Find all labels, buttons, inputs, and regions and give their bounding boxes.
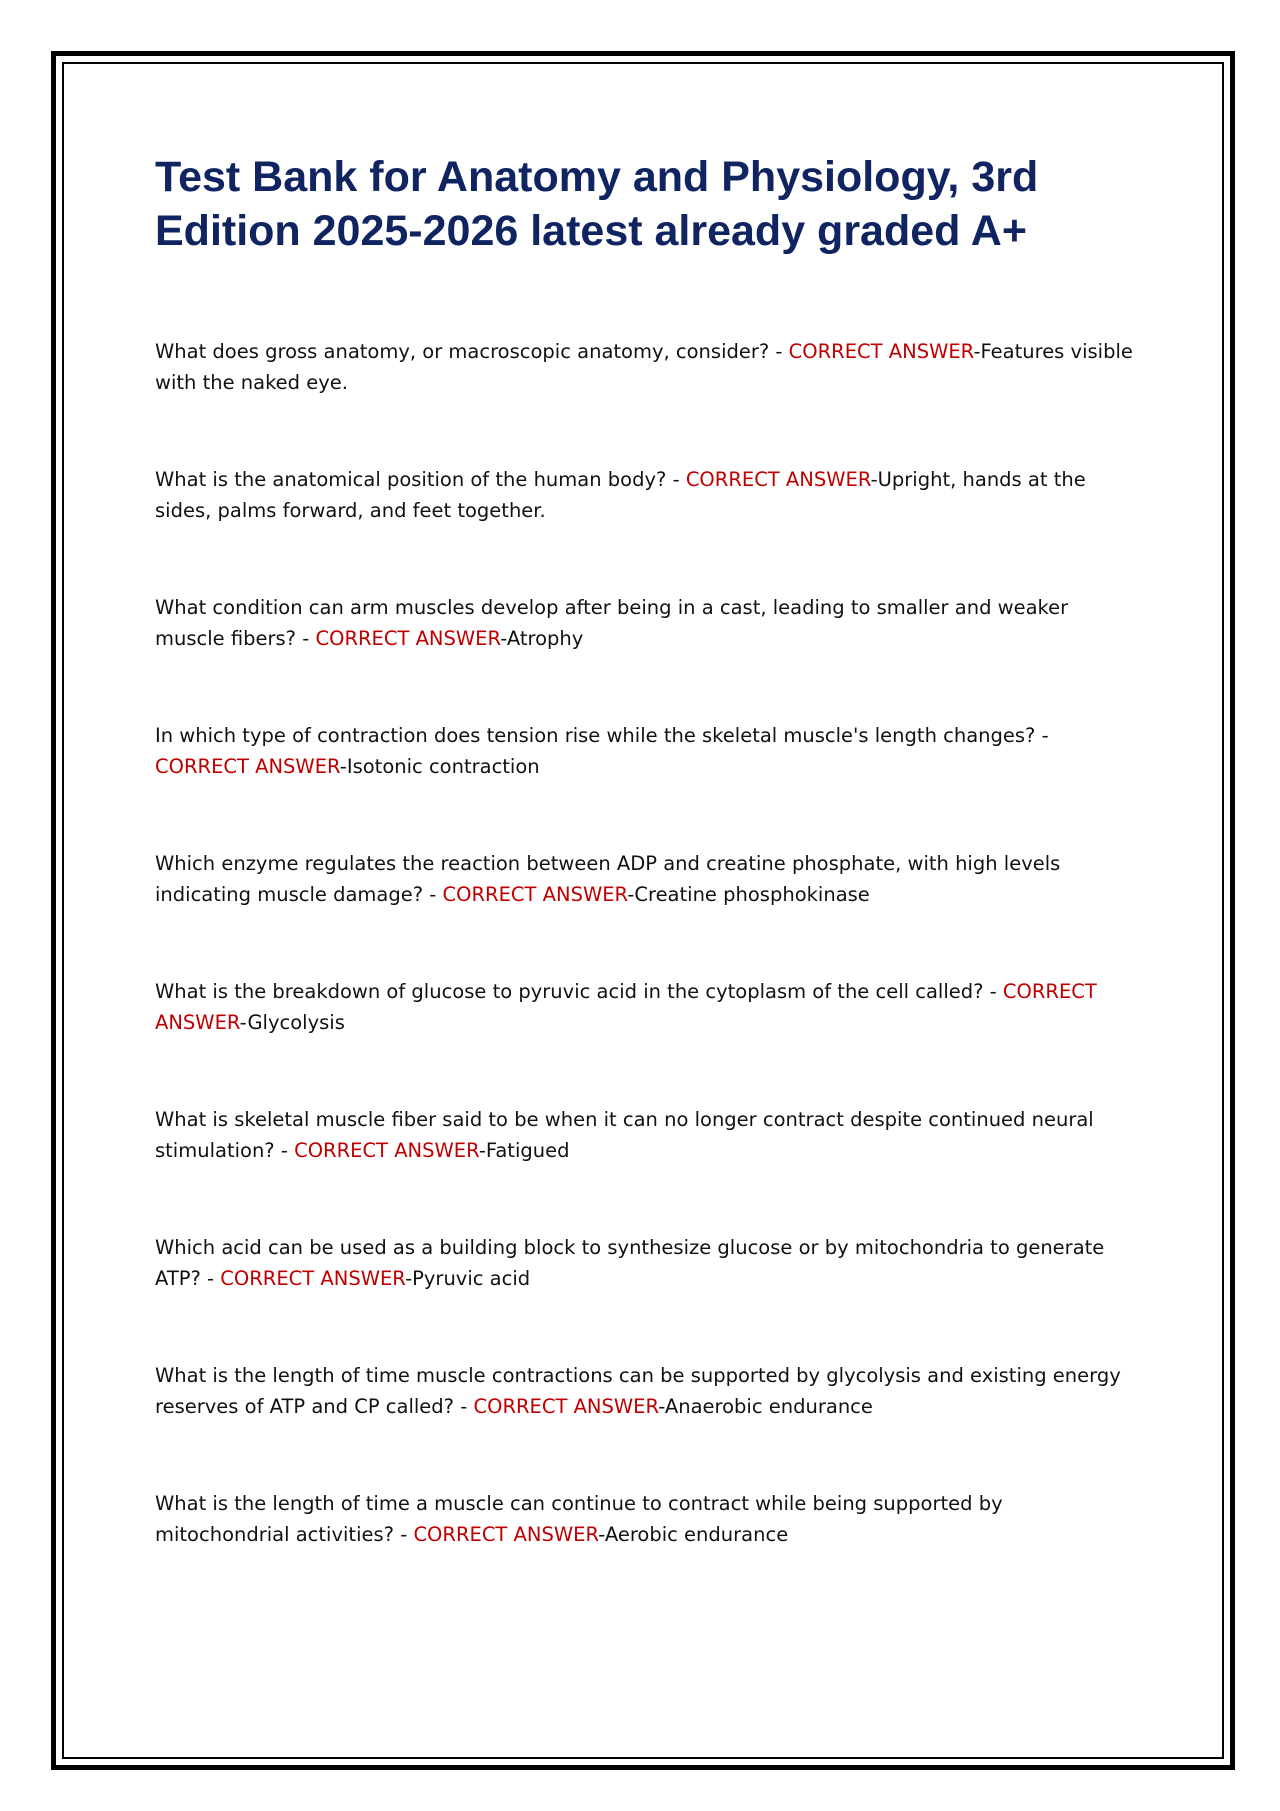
separator: - <box>454 1395 474 1418</box>
question-text: What is the length of time muscle contractions can be supported by glycolysis and existing energy reserves of ATP and CP called? <box>155 1364 1121 1418</box>
question-text: What is the anatomical position of the human body? <box>155 468 667 491</box>
question-text: In which type of contraction does tension rise while the skeletal muscle's length changes? <box>155 724 1036 747</box>
separator: - <box>769 340 789 363</box>
qa-item <box>155 1232 1135 1294</box>
qa-item <box>155 720 1135 782</box>
answer-prefix: - <box>598 1523 605 1546</box>
answer-prefix: - <box>500 627 507 650</box>
answer-label: CORRECT ANSWER <box>413 1523 599 1546</box>
separator: - <box>666 468 686 491</box>
answer-label: CORRECT ANSWER <box>442 883 628 906</box>
separator: - <box>394 1523 414 1546</box>
separator: - <box>296 627 316 650</box>
answer-text: Anaerobic endurance <box>664 1395 873 1418</box>
answer-label: CORRECT ANSWER <box>294 1139 479 1162</box>
answer-text: Features visible with the naked eye. <box>155 340 1133 394</box>
answer-label: CORRECT ANSWER <box>473 1395 659 1418</box>
answer-prefix: - <box>973 340 981 363</box>
answer-text: Aerobic endurance <box>604 1523 789 1546</box>
separator: - <box>1035 724 1049 747</box>
answer-text: Glycolysis <box>247 1011 345 1034</box>
answer-prefix: - <box>405 1267 413 1290</box>
answer-prefix: - <box>339 755 347 778</box>
document-content <box>155 150 1135 1616</box>
answer-label: CORRECT ANSWER <box>155 755 340 778</box>
question-text: Which enzyme regulates the reaction between ADP and creatine phosphate, with high levels indicating muscle damage? <box>155 852 1061 906</box>
answer-text: Isotonic contraction <box>346 755 540 778</box>
separator: - <box>423 883 443 906</box>
qa-list <box>155 336 1135 1550</box>
answer-label: CORRECT ANSWER <box>220 1267 406 1290</box>
answer-label: CORRECT ANSWER <box>315 627 501 650</box>
qa-item <box>155 1360 1135 1422</box>
question-text: Which acid can be used as a building block to synthesize glucose or by mitochondria to generate ATP? <box>155 1236 1105 1290</box>
answer-prefix: - <box>870 468 878 491</box>
separator: - <box>200 1267 221 1290</box>
answer-label: CORRECT ANSWER <box>155 980 1097 1034</box>
question-text: What condition can arm muscles develop after being in a cast, leading to smaller and weaker muscle fibers? <box>155 596 1069 650</box>
answer-label: CORRECT ANSWER <box>685 468 871 491</box>
answer-text: Upright, hands at the sides, palms forward, and feet together. <box>155 468 1086 522</box>
answer-prefix: - <box>658 1395 665 1418</box>
separator: - <box>274 1139 295 1162</box>
question-text: What is the length of time a muscle can continue to contract while being supported by mitochondrial activities? <box>155 1492 1003 1546</box>
qa-item <box>155 336 1135 398</box>
separator: - <box>983 980 1003 1003</box>
answer-prefix: - <box>478 1139 486 1162</box>
qa-item <box>155 1488 1135 1550</box>
answer-prefix: - <box>627 883 635 906</box>
answer-text: Pyruvic acid <box>412 1267 531 1290</box>
qa-item <box>155 976 1135 1038</box>
question-text: What does gross anatomy, or macroscopic anatomy, consider? <box>155 340 770 363</box>
answer-text: Creatine phosphokinase <box>634 883 870 906</box>
qa-item <box>155 1104 1135 1166</box>
answer-label: CORRECT ANSWER <box>788 340 974 363</box>
question-text: What is the breakdown of glucose to pyruvic acid in the cytoplasm of the cell called? <box>155 980 984 1003</box>
answer-text: Atrophy <box>506 627 584 650</box>
qa-item <box>155 592 1135 654</box>
qa-item <box>155 848 1135 910</box>
answer-prefix: - <box>239 1011 248 1034</box>
document-title: Test Bank for Anatomy and Physiology, 3rd Edition 2025-2026 latest already graded A+ <box>155 153 1039 255</box>
answer-text: Fatigued <box>485 1139 570 1162</box>
question-text: What is skeletal muscle fiber said to be when it can no longer contract despite continued neural stimulation? <box>155 1108 1094 1162</box>
qa-item <box>155 464 1135 526</box>
